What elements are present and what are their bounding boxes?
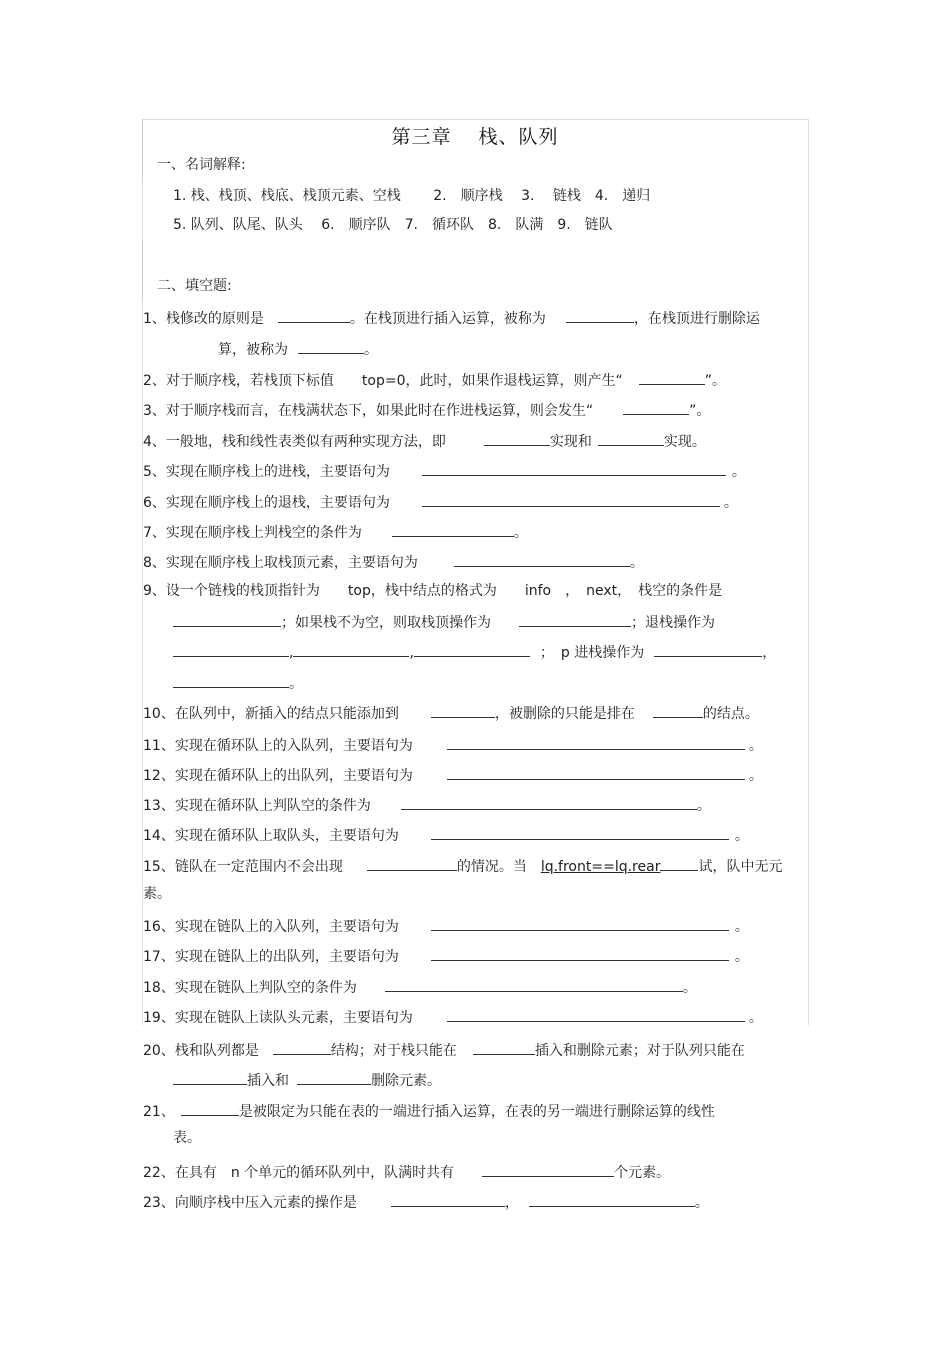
blank[interactable]	[454, 552, 630, 567]
question-20: 20、栈和队列都是 结构；对于栈只能在 插入和删除元素；对于队列只能在	[143, 1040, 745, 1060]
blank[interactable]	[181, 1101, 239, 1116]
blank[interactable]	[392, 522, 514, 537]
question-21-cont: 表。	[173, 1130, 201, 1146]
left-margin-bar	[142, 240, 155, 300]
question-9-cont: 。	[173, 673, 303, 693]
question-21: 21、 是被限定为只能在表的一端进行插入运算，在表的另一端进行删除运算的线性	[143, 1101, 715, 1121]
blank[interactable]	[447, 735, 745, 750]
blank[interactable]	[447, 1007, 745, 1022]
blank[interactable]	[639, 370, 705, 385]
blank[interactable]	[660, 856, 698, 871]
blank[interactable]	[391, 1192, 505, 1207]
blank[interactable]	[422, 461, 726, 476]
blank[interactable]	[447, 765, 745, 780]
blank[interactable]	[431, 916, 729, 931]
blank[interactable]	[623, 400, 689, 415]
question-14: 14、实现在循环队上取队头，主要语句为 。	[143, 825, 749, 845]
question-11: 11、实现在循环队上的入队列，主要语句为 。	[143, 735, 763, 755]
blank[interactable]	[173, 612, 281, 627]
question-2: 2、对于顺序栈，若栈顶下标值 top=0，此时，如果作退栈运算，则产生“ ”。	[143, 370, 726, 390]
question-20-cont: 插入和 删除元素。	[173, 1070, 441, 1090]
blank[interactable]	[529, 1192, 695, 1207]
blank[interactable]	[431, 946, 729, 961]
blank[interactable]	[278, 308, 350, 323]
question-8: 8、实现在顺序栈上取栈顶元素，主要语句为 。	[143, 552, 644, 572]
blank[interactable]	[431, 703, 495, 718]
question-9: 9、设一个链栈的栈顶指针为 top，栈中结点的格式为 info ， next， 栈空的条件是	[143, 583, 723, 599]
blank[interactable]	[293, 642, 409, 657]
question-13: 13、实现在循环队上判队空的条件为 。	[143, 795, 711, 815]
question-15: 15、链队在一定范围内不会出现 的情况。当 lq.front==lq.rear 试，队中无元	[143, 856, 782, 876]
blank[interactable]	[473, 1040, 535, 1055]
blank[interactable]	[173, 673, 289, 688]
blank[interactable]	[598, 431, 664, 446]
blank[interactable]	[385, 977, 683, 992]
blank[interactable]	[654, 642, 762, 657]
question-23: 23、向顺序栈中压入元素的操作是 ， 。	[143, 1192, 709, 1212]
question-12: 12、实现在循环队上的出队列，主要语句为 。	[143, 765, 763, 785]
question-1: 1、栈修改的原则是 。在栈顶进行插入运算，被称为 ，在栈顶进行删除运	[143, 308, 760, 328]
terms-line-2: 5. 队列、队尾、队头 6. 顺序队 7. 循环队 8. 队满 9. 链队	[173, 217, 613, 233]
question-4: 4、一般地，栈和线性表类似有两种实现方法，即 实现和 实现。	[143, 431, 706, 451]
question-18: 18、实现在链队上判队空的条件为 。	[143, 977, 697, 997]
blank[interactable]	[401, 795, 697, 810]
question-15-cont: 素。	[143, 886, 171, 902]
blank[interactable]	[367, 856, 457, 871]
question-1-cont: 算，被称为 。	[218, 339, 378, 359]
blank[interactable]	[431, 825, 729, 840]
question-16: 16、实现在链队上的入队列，主要语句为 。	[143, 916, 749, 936]
blank[interactable]	[173, 642, 289, 657]
blank[interactable]	[173, 1070, 247, 1085]
question-9-cont: , , ； p 进栈操作为 ，	[173, 642, 776, 662]
page-title: 第三章 栈、队列	[391, 126, 559, 148]
blank[interactable]	[653, 703, 703, 718]
question-19: 19、实现在链队上读队头元素，主要语句为 。	[143, 1007, 763, 1027]
blank[interactable]	[566, 308, 634, 323]
section2-heading: 二、填空题:	[157, 278, 232, 294]
blank[interactable]	[414, 642, 530, 657]
blank[interactable]	[519, 612, 631, 627]
blank[interactable]	[484, 431, 550, 446]
content-frame	[142, 119, 809, 1025]
question-5: 5、实现在顺序栈上的进栈，主要语句为 。	[143, 461, 746, 481]
blank[interactable]	[482, 1162, 614, 1177]
terms-line-1: 1. 栈、栈顶、栈底、栈顶元素、空栈 2. 顺序栈 3. 链栈 4. 递归	[173, 188, 651, 204]
blank[interactable]	[297, 1070, 371, 1085]
blank[interactable]	[422, 492, 720, 507]
blank[interactable]	[298, 339, 364, 354]
question-9-cont: ；如果栈不为空，则取栈顶操作为 ；退栈操作为	[173, 612, 715, 632]
question-7: 7、实现在顺序栈上判栈空的条件为 。	[143, 522, 528, 542]
blank[interactable]	[273, 1040, 331, 1055]
question-10: 10、在队列中，新插入的结点只能添加到 ，被删除的只能是排在 的结点。	[143, 703, 759, 723]
question-3: 3、对于顺序栈而言，在栈满状态下，如果此时在作进栈运算，则会发生“ ”。	[143, 400, 710, 420]
section1-heading: 一、名词解释:	[157, 157, 246, 173]
question-6: 6、实现在顺序栈上的退栈，主要语句为 。	[143, 492, 738, 512]
question-22: 22、在具有 n 个单元的循环队列中，队满时共有 个元素。	[143, 1162, 670, 1182]
question-17: 17、实现在链队上的出队列，主要语句为 。	[143, 946, 749, 966]
